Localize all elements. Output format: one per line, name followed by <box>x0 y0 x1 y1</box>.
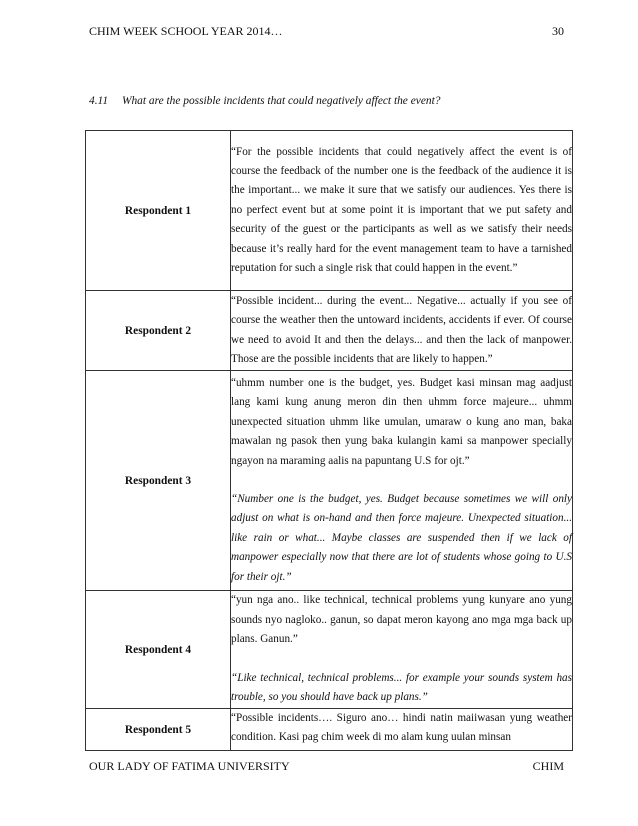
respondent-label: Respondent 5 <box>86 709 231 751</box>
footer-university: OUR LADY OF FATIMA UNIVERSITY <box>89 759 290 773</box>
respondent-translation: “Like technical, technical problems... for example your sounds system has trouble, so you should have back up plans.” <box>231 671 572 704</box>
responses-table <box>85 130 573 751</box>
respondent-label: Respondent 2 <box>86 291 231 371</box>
respondent-answer: “Possible incident... during the event... Negative... actually if you see of course the weather then the untoward incidents, accidents if ever. Of course we need to avoid It and then the delays... and then the lack of manpower. Those are the possible incidents that are likely to happen.” <box>231 294 572 365</box>
respondent-translation: “Number one is the budget, yes. Budget because sometimes we will only adjust on what is on-hand and then force majeure. Unexpected situation... like rain or what... Maybe classes are suspended then if we lack of manpower especially now that there are lot of students whose going to U.S for their ojt.” <box>231 493 572 583</box>
respondent-answer: “For the possible incidents that could negatively affect the event is of course the feedback of the number one is the feedback of the audience it is the important... we make it sure that we satisfy our audiences. Yes there is no perfect event but at some point it is important that we put safety and security of the guest or the participants as well as we satisfy their needs because it’s really hard for the event management team to have a tarnished reputation for such a single risk that could happen in the event.” <box>231 145 572 275</box>
respondent-label: Respondent 4 <box>86 591 231 709</box>
table-row <box>86 131 573 291</box>
table-row <box>86 709 573 751</box>
page-number: 30 <box>552 24 564 38</box>
question-text: What are the possible incidents that could negatively affect the event? <box>122 95 441 107</box>
running-header-title: CHIM WEEK SCHOOL YEAR 2014… <box>89 24 283 38</box>
respondent-answer-cell <box>231 709 573 751</box>
respondent-answer: “uhmm number one is the budget, yes. Budget kasi minsan mag aadjust lang kami kung anung meron din then uhmm force majeure... uhmm unexpected situation uhmm like umulan, umaraw o kung ano man, baka mawalan ng pasok then yung baka kulangin kami sa manpower specially ngayon na maraming aalis na papuntang U.S for ojt.” <box>231 376 572 467</box>
footer-college: CHIM <box>532 759 564 773</box>
table-row <box>86 371 573 591</box>
respondent-answer-cell <box>231 291 573 371</box>
table-row <box>86 291 573 371</box>
respondent-label: Respondent 3 <box>86 371 231 591</box>
respondent-label: Respondent 1 <box>86 131 231 291</box>
respondent-answer-cell <box>231 371 573 591</box>
respondent-answer: “Possible incidents…. Siguro ano… hindi natin maiiwasan yung weather condition. Kasi pag chim week di mo alam kung uulan minsan <box>231 712 572 744</box>
table-row <box>86 591 573 709</box>
question-number: 4.11 <box>89 95 109 107</box>
question-heading <box>89 95 440 107</box>
respondent-answer-cell <box>231 131 573 291</box>
respondent-answer: “yun nga ano.. like technical, technical problems yung kunyare ano yung sounds nyo nagloko.. ganun, so dapat meron kayong ano mga mga back up plans. Ganun.” <box>231 594 572 646</box>
respondent-answer-cell <box>231 591 573 709</box>
